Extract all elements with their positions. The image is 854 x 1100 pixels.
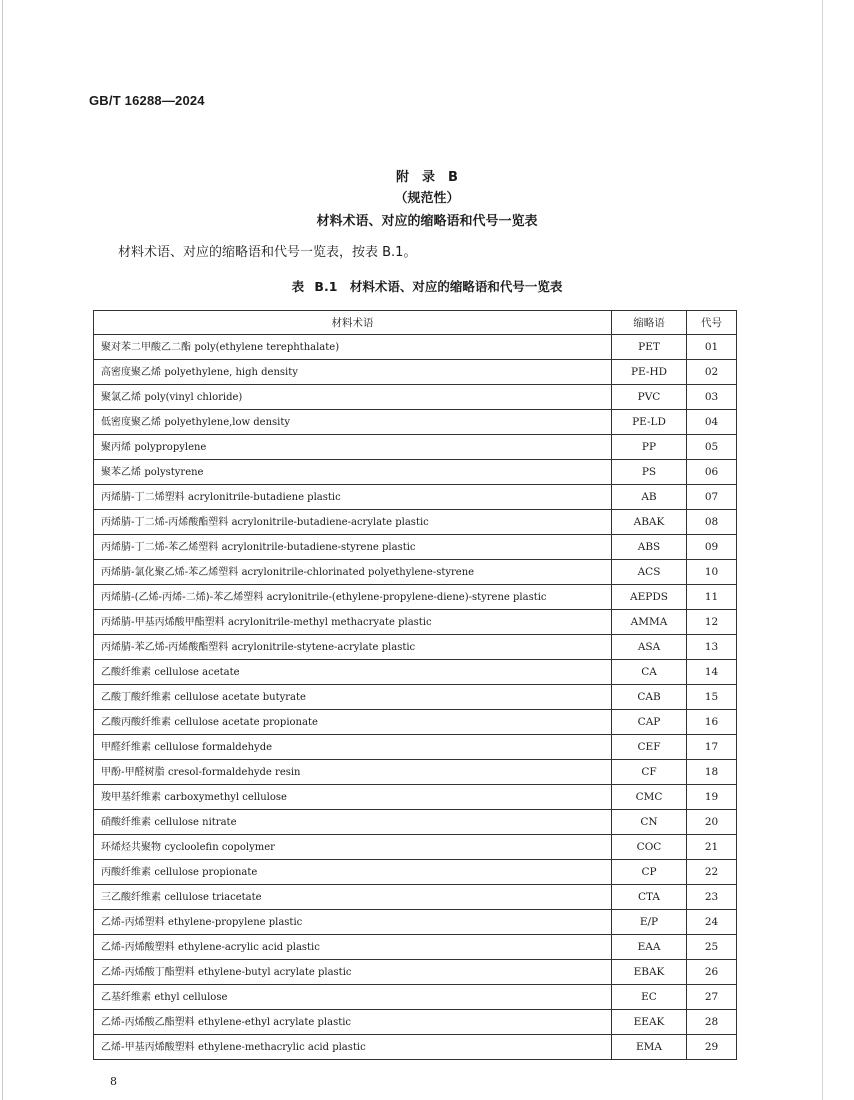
- table-row: [94, 1010, 737, 1035]
- term-chinese: 丙烯腈-氯化聚乙烯-苯乙烯塑料: [101, 566, 239, 578]
- term-chinese: 聚氯乙烯: [101, 391, 141, 403]
- term-english: acrylonitrile-butadiene-acrylate plastic: [231, 516, 429, 528]
- term-chinese: 高密度聚乙烯: [101, 366, 161, 378]
- term-chinese: 乙烯-丙烯酸丁酯塑料: [101, 966, 195, 978]
- intro-paragraph: 材料术语、对应的缩略语和代号一览表，按表 B.1。: [118, 245, 417, 260]
- term-english: ethylene-butyl acrylate plastic: [197, 966, 352, 978]
- abbreviation-cell: CMC: [612, 785, 687, 810]
- abbreviation-cell: EMA: [612, 1035, 687, 1060]
- table-row: [94, 785, 737, 810]
- code-cell: 22: [687, 860, 737, 885]
- term-cell: [94, 960, 612, 985]
- code-cell: 05: [687, 435, 737, 460]
- table-row: [94, 485, 737, 510]
- term-chinese: 乙烯-丙烯酸塑料: [101, 941, 175, 953]
- table-row: [94, 385, 737, 410]
- term-english: ethyl cellulose: [154, 991, 228, 1003]
- code-cell: 15: [687, 685, 737, 710]
- abbreviation-cell: EEAK: [612, 1010, 687, 1035]
- term-cell: [94, 385, 612, 410]
- table-header-row: [94, 311, 737, 335]
- code-cell: 16: [687, 710, 737, 735]
- scan-edge-right: [822, 0, 823, 1100]
- term-cell: [94, 660, 612, 685]
- abbreviation-cell: AB: [612, 485, 687, 510]
- term-english: cellulose triacetate: [164, 891, 262, 903]
- code-cell: 20: [687, 810, 737, 835]
- table-row: [94, 635, 737, 660]
- code-cell: 06: [687, 460, 737, 485]
- term-chinese: 丙烯腈-丁二烯-苯乙烯塑料: [101, 541, 219, 553]
- table-row: [94, 535, 737, 560]
- table-row: [94, 960, 737, 985]
- table-row: [94, 835, 737, 860]
- abbreviation-cell: CTA: [612, 885, 687, 910]
- term-english: cellulose acetate: [154, 666, 240, 678]
- annex-subtitle: 材料术语、对应的缩略语和代号一览表: [316, 214, 538, 229]
- term-chinese: 三乙酸纤维素: [101, 891, 161, 903]
- abbreviation-cell: PS: [612, 460, 687, 485]
- table-row: [94, 560, 737, 585]
- term-cell: [94, 760, 612, 785]
- term-english: cellulose formaldehyde: [154, 741, 273, 753]
- annex-nature: （规范性）: [394, 191, 460, 206]
- term-chinese: 聚苯乙烯: [101, 466, 141, 478]
- term-english: ethylene-methacrylic acid plastic: [197, 1041, 366, 1053]
- term-cell: [94, 835, 612, 860]
- term-english: cresol-formaldehyde resin: [167, 766, 301, 778]
- abbreviation-cell: PVC: [612, 385, 687, 410]
- term-english: polypropylene: [134, 441, 207, 453]
- term-english: ethylene-ethyl acrylate plastic: [197, 1016, 352, 1028]
- table-caption: 表 B.1 材料术语、对应的缩略语和代号一览表: [291, 279, 563, 294]
- term-chinese: 环烯烃共聚物: [101, 841, 161, 853]
- code-cell: 27: [687, 985, 737, 1010]
- header-term: 材料术语: [94, 311, 612, 335]
- code-cell: 14: [687, 660, 737, 685]
- term-chinese: 丙烯腈-苯乙烯-丙烯酸酯塑料: [101, 641, 229, 653]
- code-cell: 03: [687, 385, 737, 410]
- term-cell: [94, 1035, 612, 1060]
- code-cell: 19: [687, 785, 737, 810]
- abbreviation-cell: ABS: [612, 535, 687, 560]
- term-english: cellulose propionate: [154, 866, 258, 878]
- term-english: polyethylene,low density: [164, 416, 291, 428]
- term-cell: [94, 910, 612, 935]
- term-chinese: 丙烯腈-丁二烯塑料: [101, 491, 185, 503]
- term-chinese: 乙基纤维素: [101, 991, 151, 1003]
- abbreviation-cell: CEF: [612, 735, 687, 760]
- standard-number-header: GB/T 16288—2024: [89, 93, 205, 108]
- abbreviation-cell: CA: [612, 660, 687, 685]
- term-cell: [94, 485, 612, 510]
- code-cell: 12: [687, 610, 737, 635]
- term-chinese: 乙烯-甲基丙烯酸塑料: [101, 1041, 195, 1053]
- abbreviation-cell: PE-LD: [612, 410, 687, 435]
- term-english: cycloolefin copolymer: [164, 841, 275, 853]
- table-row: [94, 685, 737, 710]
- code-cell: 28: [687, 1010, 737, 1035]
- term-chinese: 低密度聚乙烯: [101, 416, 161, 428]
- code-cell: 17: [687, 735, 737, 760]
- term-cell: [94, 610, 612, 635]
- term-chinese: 羧甲基纤维素: [101, 791, 161, 803]
- term-english: acrylonitrile-stytene-acrylate plastic: [231, 641, 416, 653]
- term-english: poly(ethylene terephthalate): [194, 341, 340, 353]
- term-cell: [94, 435, 612, 460]
- code-cell: 09: [687, 535, 737, 560]
- code-cell: 25: [687, 935, 737, 960]
- term-cell: [94, 885, 612, 910]
- term-english: acrylonitrile-(ethylene-propylene-diene)-styrene plastic: [266, 591, 547, 603]
- table-row: [94, 735, 737, 760]
- code-cell: 29: [687, 1035, 737, 1060]
- table-row: [94, 710, 737, 735]
- code-cell: 13: [687, 635, 737, 660]
- page-number: 8: [110, 1075, 117, 1088]
- term-cell: [94, 710, 612, 735]
- term-cell: [94, 810, 612, 835]
- term-chinese: 乙酸丙酸纤维素: [101, 716, 171, 728]
- term-cell: [94, 685, 612, 710]
- code-cell: 02: [687, 360, 737, 385]
- term-cell: [94, 360, 612, 385]
- term-chinese: 丙酸纤维素: [101, 866, 151, 878]
- term-english: acrylonitrile-butadiene plastic: [187, 491, 341, 503]
- abbreviation-cell: ASA: [612, 635, 687, 660]
- term-chinese: 聚对苯二甲酸乙二酯: [101, 341, 191, 353]
- code-cell: 08: [687, 510, 737, 535]
- term-english: cellulose nitrate: [154, 816, 237, 828]
- code-cell: 10: [687, 560, 737, 585]
- abbreviation-cell: AMMA: [612, 610, 687, 635]
- term-cell: [94, 785, 612, 810]
- table-row: [94, 410, 737, 435]
- code-cell: 23: [687, 885, 737, 910]
- term-chinese: 乙烯-丙烯酸乙酯塑料: [101, 1016, 195, 1028]
- code-cell: 26: [687, 960, 737, 985]
- abbreviation-cell: CN: [612, 810, 687, 835]
- abbreviation-cell: EC: [612, 985, 687, 1010]
- abbreviation-cell: ABAK: [612, 510, 687, 535]
- term-chinese: 硝酸纤维素: [101, 816, 151, 828]
- term-cell: [94, 735, 612, 760]
- term-english: ethylene-propylene plastic: [167, 916, 303, 928]
- abbreviation-cell: EAA: [612, 935, 687, 960]
- scan-edge-left: [2, 0, 3, 1100]
- abbreviation-cell: CAB: [612, 685, 687, 710]
- term-chinese: 甲酚-甲醛树脂: [101, 766, 165, 778]
- table-row: [94, 360, 737, 385]
- abbreviation-cell: PP: [612, 435, 687, 460]
- table-row: [94, 510, 737, 535]
- abbreviation-cell: CAP: [612, 710, 687, 735]
- term-cell: [94, 560, 612, 585]
- abbreviation-cell: AEPDS: [612, 585, 687, 610]
- term-cell: [94, 410, 612, 435]
- abbreviation-cell: EBAK: [612, 960, 687, 985]
- abbreviation-cell: CF: [612, 760, 687, 785]
- table-row: [94, 760, 737, 785]
- abbreviation-cell: PET: [612, 335, 687, 360]
- table-row: [94, 985, 737, 1010]
- table-row: [94, 885, 737, 910]
- term-cell: [94, 860, 612, 885]
- term-cell: [94, 635, 612, 660]
- table-row: [94, 460, 737, 485]
- term-chinese: 乙酸丁酸纤维素: [101, 691, 171, 703]
- term-chinese: 丙烯腈-丁二烯-丙烯酸酯塑料: [101, 516, 229, 528]
- annex-title: 附 录 B: [396, 170, 458, 185]
- term-english: carboxymethyl cellulose: [164, 791, 287, 803]
- term-cell: [94, 510, 612, 535]
- table-row: [94, 1035, 737, 1060]
- term-english: ethylene-acrylic acid plastic: [177, 941, 320, 953]
- term-english: poly(vinyl chloride): [144, 391, 243, 403]
- abbreviation-cell: ACS: [612, 560, 687, 585]
- term-chinese: 甲醛纤维素: [101, 741, 151, 753]
- term-chinese: 丙烯腈-甲基丙烯酸甲酯塑料: [101, 616, 225, 628]
- table-row: [94, 335, 737, 360]
- term-english: acrylonitrile-methyl methacryate plastic: [227, 616, 432, 628]
- term-chinese: 聚丙烯: [101, 441, 131, 453]
- header-abbr: 缩略语: [612, 311, 687, 335]
- table-row: [94, 585, 737, 610]
- term-cell: [94, 1010, 612, 1035]
- term-chinese: 丙烯腈-(乙烯-丙烯-二烯)-苯乙烯塑料: [101, 591, 264, 603]
- term-english: polystyrene: [144, 466, 204, 478]
- header-code: 代号: [687, 311, 737, 335]
- term-cell: [94, 935, 612, 960]
- term-english: cellulose acetate butyrate: [174, 691, 306, 703]
- table-body: [94, 335, 737, 1060]
- term-chinese: 乙酸纤维素: [101, 666, 151, 678]
- abbreviation-cell: E/P: [612, 910, 687, 935]
- term-cell: [94, 460, 612, 485]
- code-cell: 04: [687, 410, 737, 435]
- abbreviation-cell: COC: [612, 835, 687, 860]
- table-row: [94, 610, 737, 635]
- materials-table: [93, 310, 737, 1060]
- code-cell: 21: [687, 835, 737, 860]
- term-english: acrylonitrile-chlorinated polyethylene-styrene: [241, 566, 475, 578]
- code-cell: 07: [687, 485, 737, 510]
- term-chinese: 乙烯-丙烯塑料: [101, 916, 165, 928]
- term-cell: [94, 985, 612, 1010]
- abbreviation-cell: PE-HD: [612, 360, 687, 385]
- table-row: [94, 935, 737, 960]
- term-english: cellulose acetate propionate: [174, 716, 318, 728]
- code-cell: 01: [687, 335, 737, 360]
- table-row: [94, 660, 737, 685]
- code-cell: 11: [687, 585, 737, 610]
- code-cell: 18: [687, 760, 737, 785]
- term-english: acrylonitrile-butadiene-styrene plastic: [221, 541, 416, 553]
- term-cell: [94, 585, 612, 610]
- table-row: [94, 435, 737, 460]
- term-cell: [94, 535, 612, 560]
- term-english: polyethylene, high density: [164, 366, 298, 378]
- table-row: [94, 810, 737, 835]
- table-row: [94, 860, 737, 885]
- table-row: [94, 910, 737, 935]
- abbreviation-cell: CP: [612, 860, 687, 885]
- code-cell: 24: [687, 910, 737, 935]
- term-cell: [94, 335, 612, 360]
